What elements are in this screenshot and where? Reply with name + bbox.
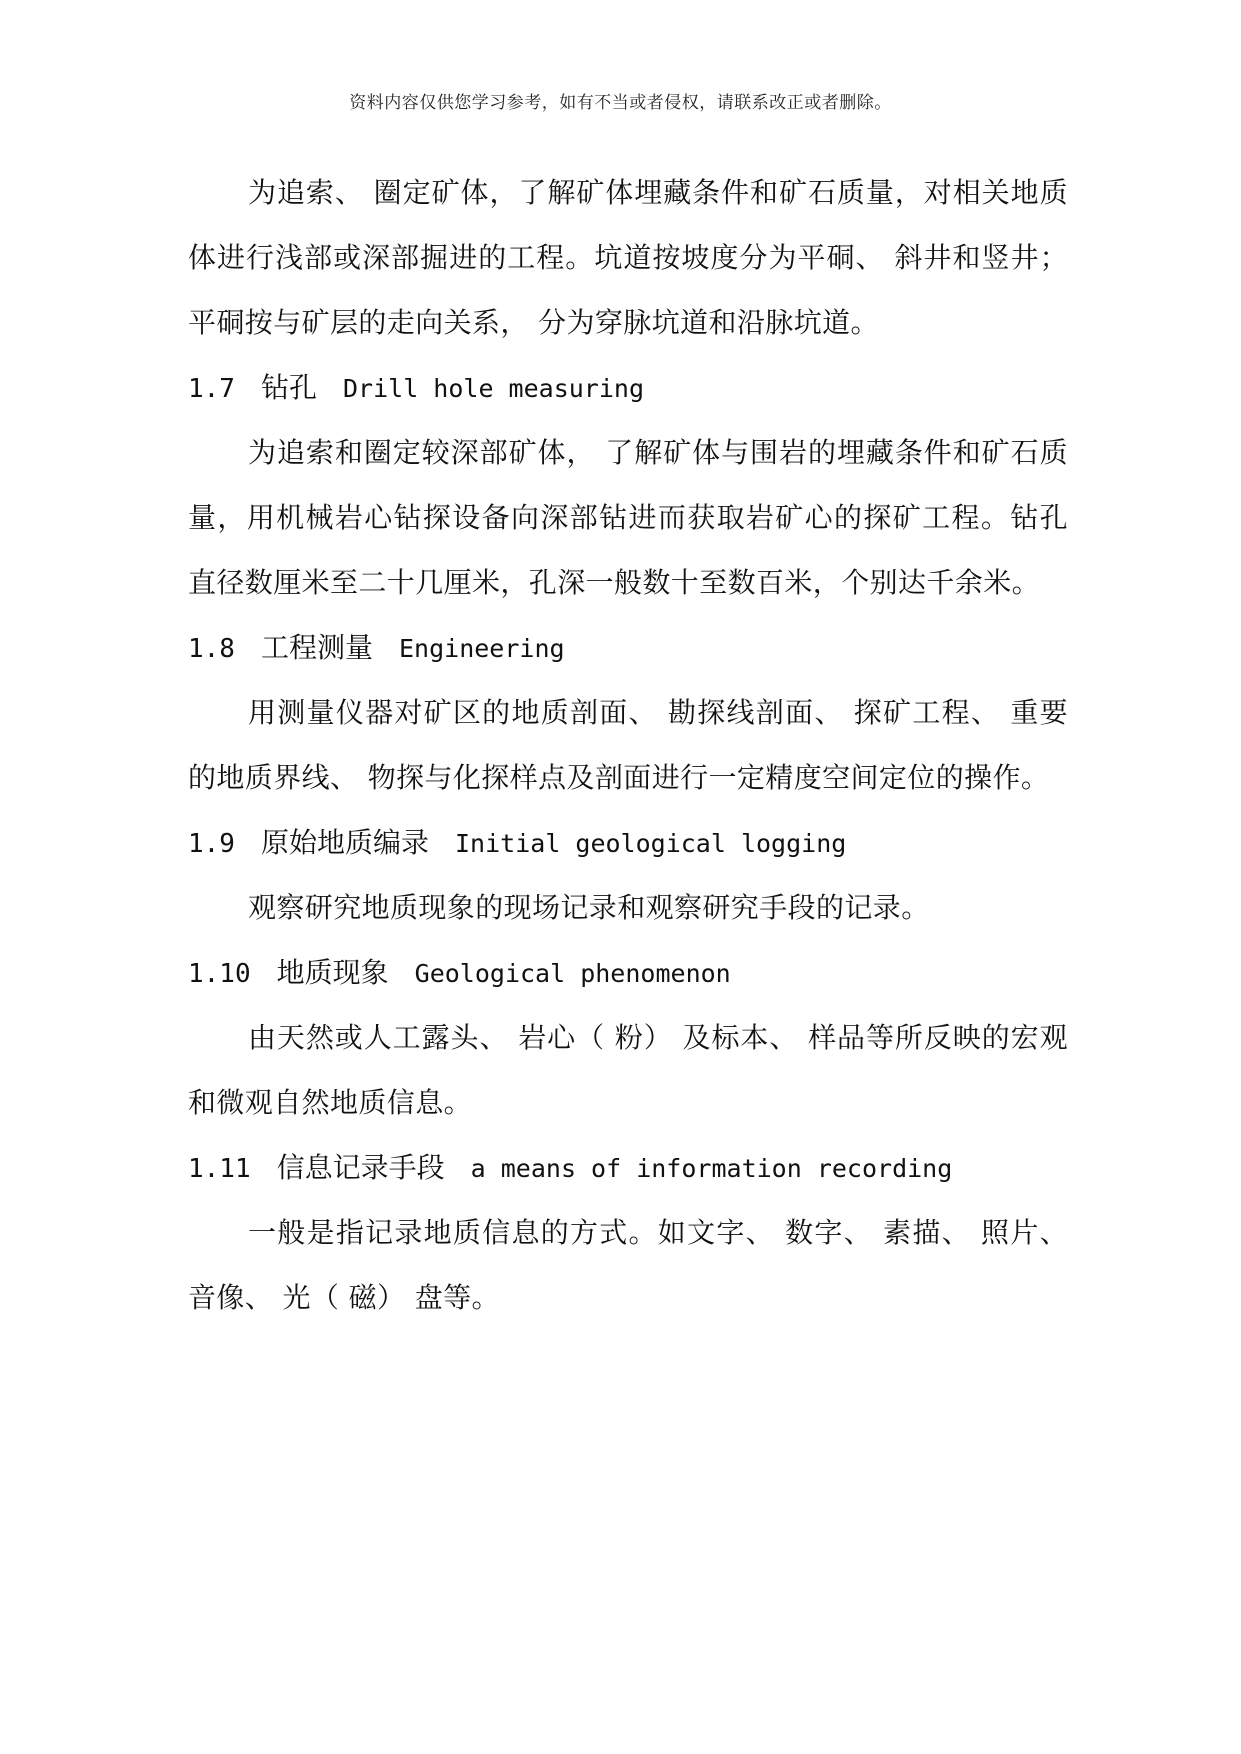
section-title-cn: 原始地质编录 [260, 826, 429, 859]
section-paragraph: 用测量仪器对矿区的地质剖面、 勘探线剖面、 探矿工程、 重要的地质界线、 物探与化探样点及剖面进行一定精度空间定位的操作。 [188, 696, 1068, 794]
section-number: 1.9 [188, 829, 235, 859]
section-heading [188, 615, 1068, 680]
section-number: 1.10 [188, 959, 251, 989]
section-title-en: Drill hole measuring [342, 374, 645, 403]
section-title-cn: 信息记录手段 [276, 1151, 445, 1184]
section-1-10 [188, 940, 1068, 1135]
section-heading [188, 355, 1068, 420]
section-title-en: a means of information recording [470, 1154, 953, 1183]
intro-paragraph: 为追索、 圈定矿体，了解矿体埋藏条件和矿石质量，对相关地质体进行浅部或深部掘进的工程。坑道按坡度分为平硐、 斜井和竖井；平硐按与矿层的走向关系， 分为穿脉坑道和沿脉坑道。 [188, 176, 1068, 339]
section-number: 1.11 [188, 1154, 251, 1184]
section-1-9 [188, 810, 1068, 940]
section-1-11 [188, 1135, 1068, 1330]
section-title-cn: 钻孔 [260, 371, 317, 404]
section-title-en: Initial geological logging [454, 829, 847, 858]
section-1-7 [188, 355, 1068, 615]
header-disclaimer: 资料内容仅供您学习参考，如有不当或者侵权，请联系改正或者删除。 [349, 93, 892, 113]
section-title-cn: 工程测量 [260, 631, 373, 664]
section-paragraph: 为追索和圈定较深部矿体， 了解矿体与围岩的埋藏条件和矿石质量，用机械岩心钻探设备向深部钻进而获取岩矿心的探矿工程。钻孔直径数厘米至二十几厘米，孔深一般数十至数百米，个别达千余米。 [188, 436, 1068, 599]
section-title-en: Geological phenomenon [414, 959, 731, 988]
section-title-en: Engineering [398, 634, 565, 663]
section-paragraph: 由天然或人工露头、 岩心（ 粉） 及标本、 样品等所反映的宏观和微观自然地质信息。 [188, 1021, 1068, 1119]
section-number: 1.7 [188, 374, 235, 404]
section-title-cn: 地质现象 [276, 956, 389, 989]
section-heading [188, 1135, 1068, 1200]
document-body [188, 160, 1068, 1330]
section-1-8 [188, 615, 1068, 810]
section-number: 1.8 [188, 634, 235, 664]
section-paragraph: 一般是指记录地质信息的方式。如文字、 数字、 素描、 照片、 音像、 光（ 磁） 盘等。 [188, 1216, 1068, 1314]
section-paragraph: 观察研究地质现象的现场记录和观察研究手段的记录。 [248, 891, 930, 924]
section-heading [188, 810, 1068, 875]
section-heading [188, 940, 1068, 1005]
